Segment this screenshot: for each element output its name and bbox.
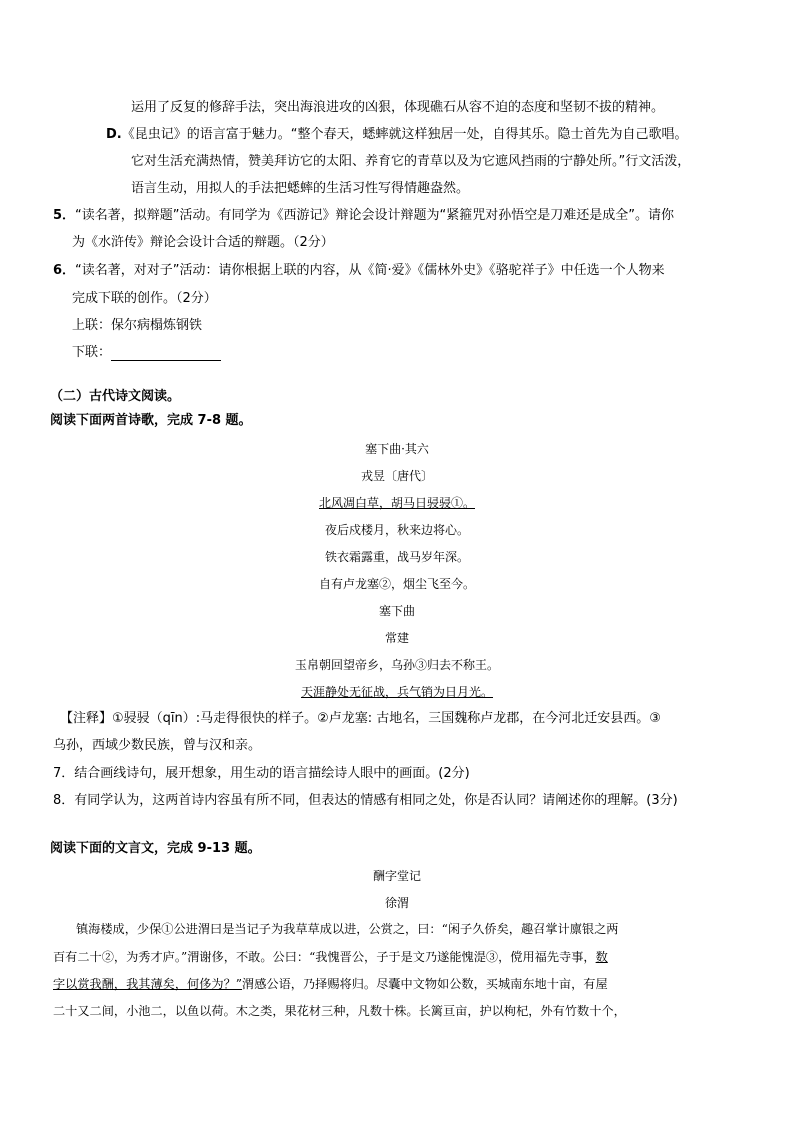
question-6-number: 6． (53, 263, 76, 278)
question-6 (53, 263, 665, 279)
option-d-label: D. (106, 127, 122, 142)
question-7: 7．结合画线诗句，展开想象，用生动的语言描绘诗人眼中的画面。(2分) (53, 766, 470, 781)
option-d (106, 127, 687, 143)
notes: 【注释】①骎骎（qīn）:马走得很快的样子。②卢龙塞: 古地名，三国魏称卢龙郡，在今河北迁安县西。③ (60, 711, 661, 726)
poem-1-author: 戎昱〔唐代〕 (360, 469, 433, 483)
poem-2-line (0, 684, 794, 700)
question-8: 8．有同学认为，这两首诗内容虽有所不同，但表达的情感有相同之处，你是否认同？请阐述你的理解。(3分) (53, 793, 678, 808)
option-d-line-2: 它对生活充满热情，赞美拜访它的太阳、养育它的青草以及为它遮风挡雨的宁静处所。”行文活泼， (131, 154, 691, 169)
poem-1-title: 塞下曲·其六 (365, 442, 429, 456)
poem-1-line: 自有卢龙塞②，烟尘飞至今。 (318, 577, 475, 591)
underlined-prose-start: 数 (595, 950, 608, 964)
section-2-instruction: 阅读下面两首诗歌，完成 7-8 题。 (50, 413, 252, 428)
poem-1-line (0, 495, 794, 511)
option-d-line-3: 语言生动，用拟人的手法把蟋蟀的生活习性写得情趣盎然。 (131, 181, 470, 196)
section-3-instruction: 阅读下面的文言文，完成 9-13 题。 (50, 841, 261, 856)
prose-line-2 (53, 949, 608, 965)
notes-line-2: 乌孙，西域少数民族，曾与汉和亲。 (53, 738, 262, 753)
question-6-line-2: 完成下联的创作。（2分） (72, 291, 217, 306)
question-5-text: “读名著，拟辩题”活动。有同学为《西游记》辩论会设计辩题为“紧箍咒对孙悟空是刀难还是成全”。请你 (75, 208, 674, 223)
couplet-lower (72, 345, 221, 361)
option-c-continuation: 运用了反复的修辞手法，突出海浪进攻的凶狠，体现礁石从容不迫的态度和坚韧不拔的精神。 (131, 100, 665, 115)
prose-line-3-text: 渭感公语，乃择赐将归。尽囊中文物如公数，买城南东地十亩，有屋 (242, 977, 608, 991)
underlined-poem-line: 天涯静处无征战，兵气销为日月光。 (300, 685, 493, 699)
poem-2-author: 常建 (384, 631, 409, 645)
question-6-text: “读名著，对对子”活动：请你根据上联的内容，从《简·爱》《儒林外史》《骆驼祥子》中任选一个人物来 (75, 263, 665, 278)
prose-author: 徐渭 (384, 896, 409, 910)
question-5 (53, 208, 674, 224)
prose-line-4: 二十又二间，小池二，以鱼以荷。木之类，果花材三种，凡数十株。长篱亘亩，护以枸杞，外有竹数十个， (53, 1004, 626, 1018)
section-2-title: （二）古代诗文阅读。 (50, 389, 181, 404)
option-d-text: 《昆虫记》的语言富于魅力。“整个春天，蟋蟀就这样独居一处，自得其乐。隐士首先为自己歌唱。 (121, 127, 688, 142)
question-5-number: 5． (53, 208, 76, 223)
couplet-lower-label: 下联： (72, 345, 112, 360)
poem-1-line: 铁衣霜露重，战马岁年深。 (324, 550, 469, 564)
prose-title: 酬字堂记 (372, 869, 421, 883)
answer-blank[interactable] (111, 348, 221, 361)
poem-1-line: 夜后戍楼月，秋来边将心。 (324, 523, 469, 537)
prose-line-1: 镇海楼成，少保①公进渭曰是当记子为我草草成以进，公赏之，曰：“闲子久侨矣，趣召掌计廪银之两 (76, 922, 619, 936)
couplet-upper: 上联：保尔病榻炼钢铁 (72, 318, 203, 333)
poem-2-title: 塞下曲 (378, 604, 415, 618)
question-5-line-2: 为《水浒传》辩论会设计合适的辩题。（2分） (72, 235, 334, 250)
prose-line-3 (53, 976, 608, 992)
poem-2-line: 玉帛朝回望帝乡，乌孙③归去不称王。 (294, 658, 499, 672)
underlined-prose-sentence: 字以赏我酬，我其薄矣，何侈为？” (53, 977, 243, 991)
underlined-poem-line: 北风凋白草，胡马日骎骎①。 (318, 496, 475, 510)
prose-line-2-text: 百有二十②，为秀才庐。”渭谢侈，不敢。公曰：“我愧晋公，子于是文乃遂能愧湜③，傥用福先寺事， (53, 950, 596, 964)
